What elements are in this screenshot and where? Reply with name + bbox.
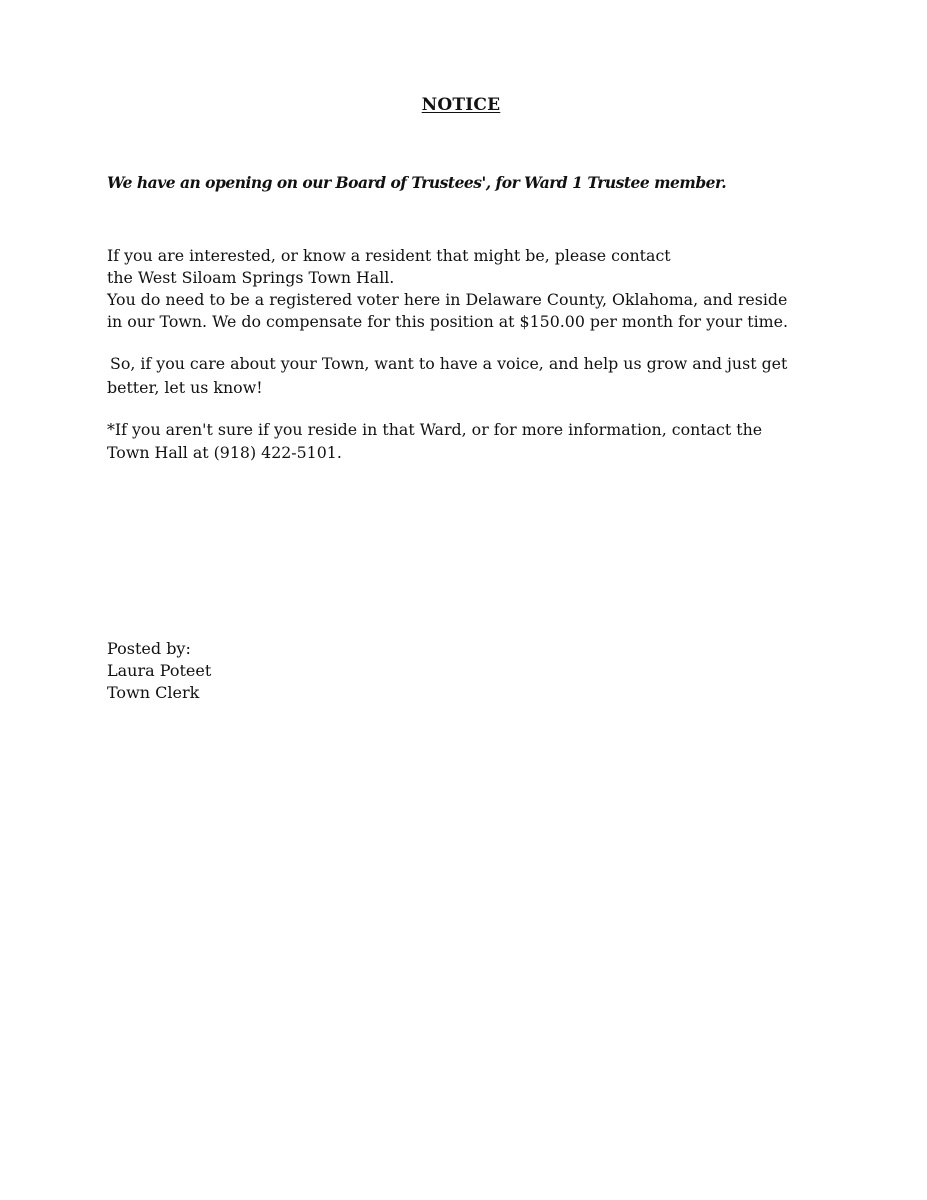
signature-posted-by: Posted by: — [107, 639, 191, 658]
paragraph2-line1: So, if you care about your Town, want to have a voice, and help us grow and just get — [110, 354, 788, 373]
paragraph1-line4: in our Town. We do compensate for this position at $150.00 per month for your time. — [107, 312, 788, 331]
paragraph1-line3: You do need to be a registered voter here in Delaware County, Oklahoma, and reside — [107, 290, 788, 309]
paragraph1-line2: the West Siloam Springs Town Hall. — [107, 268, 395, 287]
paragraph2-line2: better, let us know! — [107, 378, 263, 397]
paragraph1-line1: If you are interested, or know a resident that might be, please contact — [107, 246, 671, 265]
paragraph3-line2: Town Hall at (918) 422-5101. — [107, 443, 342, 462]
notice-title: NOTICE — [421, 95, 501, 115]
paragraph3-line1: *If you aren't sure if you reside in that Ward, or for more information, contact the — [107, 420, 763, 439]
notice-subtitle: We have an opening on our Board of Trustees', for Ward 1 Trustee member. — [107, 173, 727, 192]
signature-name: Laura Poteet — [107, 661, 212, 680]
signature-role: Town Clerk — [107, 683, 200, 702]
